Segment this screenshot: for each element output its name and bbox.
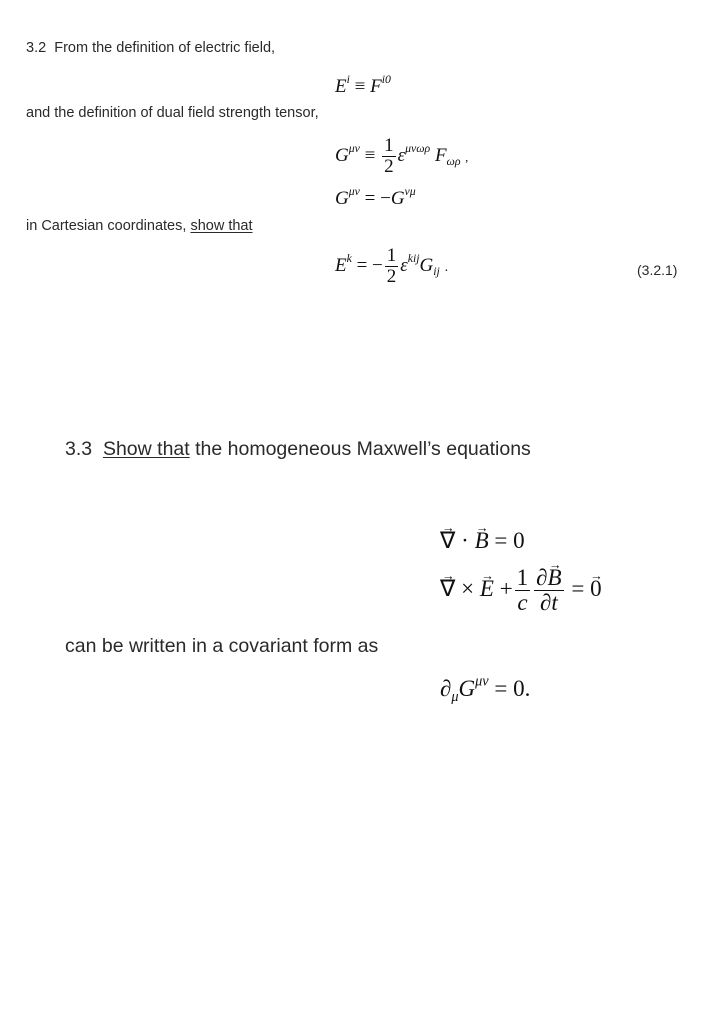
dual-tensor-text: and the definition of dual field strength tensor, [26, 105, 319, 121]
equation-faraday: → ∇ × → E + $\frac{1}{c}$ $\frac{\partial\to B}{\partial t}$ = → 0 [440, 566, 602, 615]
equation-electric-field-definition: $E^i \equiv F^{i0}$ [335, 73, 391, 97]
covariant-form-text: can be written in a covariant form as [65, 635, 379, 657]
intro-text: From the definition of electric field, [54, 40, 276, 56]
problem-3-2-intro [26, 40, 275, 56]
equation-dual-tensor: $G^{\mu\nu}$ ≡ $\frac{1}{2}$ $\varepsilon^{\mu\nu\omega\rho}$ $F_{\omega\rho}$ , [335, 135, 469, 177]
equation-result-3-2-1: $E^k$ = − $\frac{1}{2}$ $\varepsilon^{kij}G_{ij}$ . [335, 245, 449, 287]
problem-number: 3.2 [26, 40, 47, 56]
cartesian-text: in Cartesian coordinates, show that [26, 218, 253, 234]
show-that-emphasis: show that [190, 218, 253, 234]
equation-label: (3.2.1) [637, 262, 678, 278]
problem-number: 3.3 [65, 438, 93, 460]
problem-3-3-heading: 3.3 Show that the homogeneous Maxwell’s equations [65, 438, 531, 460]
equation-antisymmetry: $G^{\mu\nu} = -G^{\nu\mu}$ [335, 185, 416, 209]
show-that-emphasis: Show that [102, 438, 190, 460]
equation-gauss-magnetism: → ∇ · → B = 0 [440, 528, 525, 554]
equation-covariant-form: $\partial_\mu G^{\mu\nu} = 0$. [440, 673, 531, 705]
